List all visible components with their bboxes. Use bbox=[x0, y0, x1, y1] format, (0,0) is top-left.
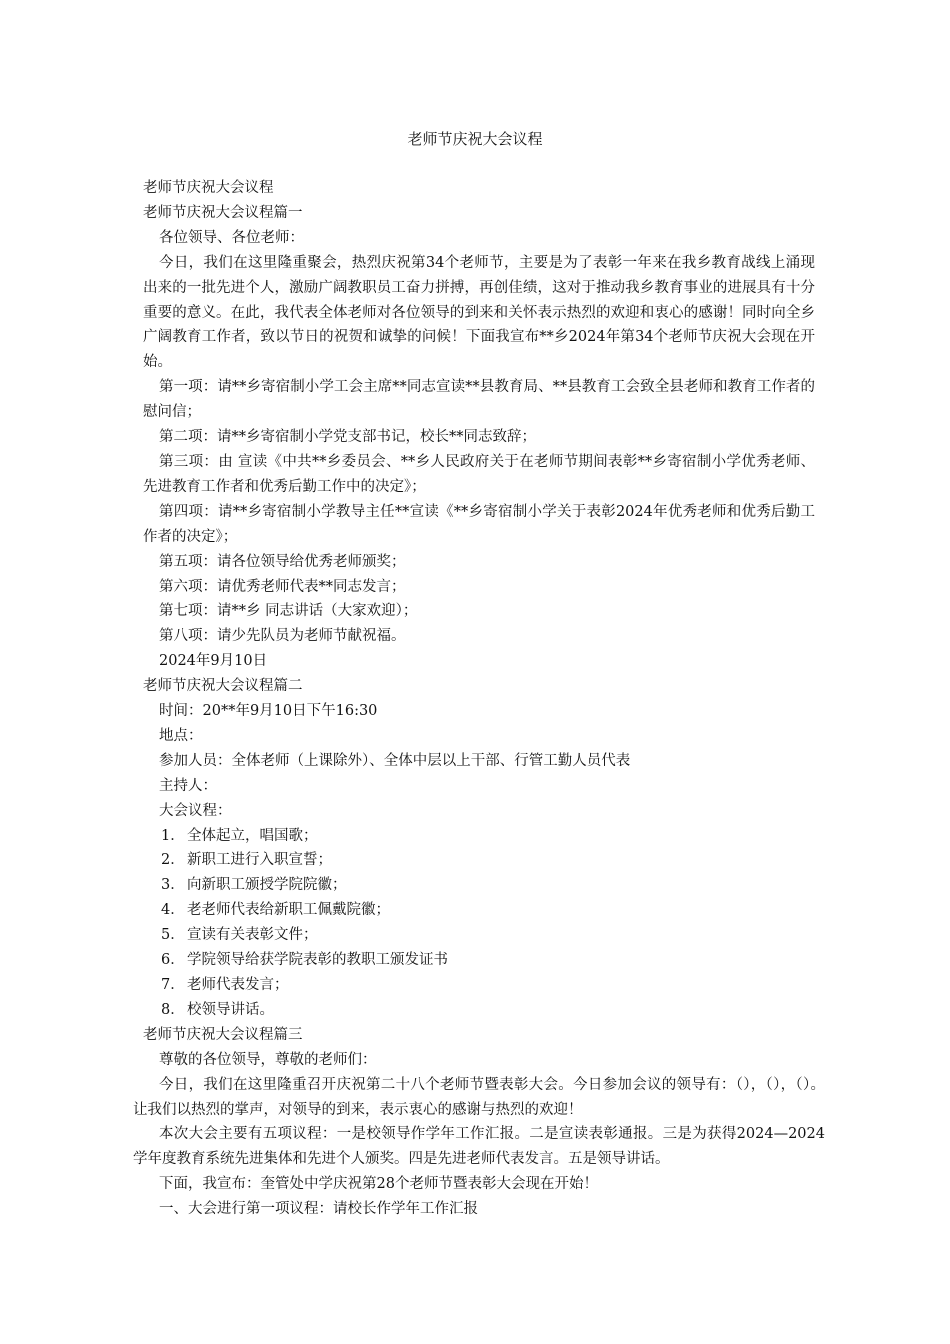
part1-item-4: 第四项：请**乡寄宿制小学教导主任**宣读《**乡寄宿制小学关于表彰2024年优秀老师和优秀后勤工作者的决定》； bbox=[143, 503, 815, 545]
agenda-item-number: 7． bbox=[161, 977, 185, 993]
part3-announce: 下面，我宣布：奎管处中学庆祝第28个老师节暨表彰大会现在开始！ bbox=[159, 1176, 598, 1193]
document-body bbox=[133, 176, 825, 1222]
agenda-item bbox=[143, 873, 815, 898]
agenda-item bbox=[143, 948, 815, 973]
agenda-item-text: 新职工进行入职宣誓； bbox=[187, 852, 332, 869]
main-heading: 老师节庆祝大会议程 bbox=[143, 180, 274, 196]
agenda-item bbox=[143, 973, 815, 998]
part1-greeting: 各位领导、各位老师： bbox=[159, 229, 304, 246]
part1-heading: 老师节庆祝大会议程篇一 bbox=[143, 204, 303, 221]
part1-intro: 今日，我们在这里隆重聚会，热烈庆祝第34个老师节，主要是为了表彰一年来在我乡教育战线上涌现出来的一批先进个人，激励广阔教职员工奋力拼搏，再创佳绩，这对于推动我乡教育事业的进展具有十分重要的意义。在此，我代表全体老师对各位领导的到来和关怀表示热烈的欢迎和衷心的感谢！同时向全乡广阔教育工作者，致以节日的祝贺和诚挚的问候！下面我宣布**乡2024年第34个老师节庆祝大会现在开始。 bbox=[143, 254, 815, 371]
document-title: 老师节庆祝大会议程 bbox=[407, 130, 543, 148]
part3-heading: 老师节庆祝大会议程篇三 bbox=[143, 1026, 303, 1043]
part2-time: 时间：20**年9月10日下午16:30 bbox=[159, 703, 378, 720]
agenda-item-text: 全体起立，唱国歌； bbox=[187, 827, 318, 844]
agenda-item bbox=[143, 998, 815, 1023]
agenda-item-text: 向新职工颁授学院院徽； bbox=[187, 877, 347, 894]
part1-item-1: 第一项：请**乡寄宿制小学工会主席**同志宣读**县教育局、**县教育工会致全县老师和教育工作者的慰问信； bbox=[143, 379, 815, 421]
part2-agenda-label: 大会议程： bbox=[159, 802, 232, 819]
part2-place: 地点： bbox=[159, 727, 203, 744]
part3-first-item: 一、大会进行第一项议程：请校长作学年工作汇报 bbox=[159, 1201, 478, 1218]
part3-intro: 今日，我们在这里隆重召开庆祝第二十八个老师节暨表彰大会。今日参加会议的领导有：（），（），（）。让我们以热烈的掌声，对领导的到来，表示衷心的感谢与热烈的欢迎！ bbox=[133, 1076, 825, 1118]
part1-item-2: 第二项：请**乡寄宿制小学党支部书记，校长**同志致辞； bbox=[159, 429, 536, 446]
agenda-item bbox=[143, 824, 815, 849]
agenda-item bbox=[143, 923, 815, 948]
part1-item-5: 第五项：请各位领导给优秀老师颁奖； bbox=[159, 553, 406, 570]
part2-heading: 老师节庆祝大会议程篇二 bbox=[143, 678, 303, 695]
agenda-item-text: 宣读有关表彰文件； bbox=[187, 927, 318, 944]
agenda-item bbox=[143, 848, 815, 873]
agenda-item-number: 4． bbox=[161, 902, 185, 919]
part1-date: 2024年9月10日 bbox=[159, 653, 268, 670]
part1-item-6: 第六项：请优秀老师代表**同志发言； bbox=[159, 578, 406, 595]
agenda-item-text: 学院领导给获学院表彰的教职工颁发证书 bbox=[187, 952, 448, 969]
agenda-item-text: 校领导讲话。 bbox=[187, 1001, 274, 1018]
agenda-item-text: 老老师代表给新职工佩戴院徽； bbox=[187, 902, 390, 919]
part3-greeting: 尊敬的各位领导，尊敬的老师们： bbox=[159, 1051, 377, 1068]
part1-item-7: 第七项：请**乡 同志讲话（大家欢迎）； bbox=[159, 603, 418, 620]
agenda-item-number: 8． bbox=[161, 1001, 185, 1018]
agenda-item-number: 3． bbox=[161, 877, 185, 894]
part2-attendees: 参加人员：全体老师（上课除外）、全体中层以上干部、行管工勤人员代表 bbox=[159, 752, 631, 769]
agenda-item-text: 老师代表发言； bbox=[187, 977, 289, 993]
agenda-item-number: 6． bbox=[161, 952, 185, 969]
part3-summary: 本次大会主要有五项议程：一是校领导作学年工作汇报。二是宣读表彰通报。三是为获得2024—2024学年度教育系统先进集体和先进个人颁奖。四是先进老师代表发言。五是领导讲话。 bbox=[133, 1126, 825, 1168]
part1-item-8: 第八项：请少先队员为老师节献祝福。 bbox=[159, 628, 406, 645]
agenda-item-number: 5． bbox=[161, 927, 185, 944]
agenda-item-number: 1． bbox=[161, 827, 185, 844]
part2-host: 主持人： bbox=[159, 777, 217, 794]
agenda-item bbox=[143, 898, 815, 923]
part1-item-3: 第三项：由 宣读《中共**乡委员会、**乡人民政府关于在老师节期间表彰**乡寄宿制小学优秀老师、先进教育工作者和优秀后勤工作中的决定》； bbox=[143, 453, 815, 495]
agenda-item-number: 2． bbox=[161, 852, 185, 869]
